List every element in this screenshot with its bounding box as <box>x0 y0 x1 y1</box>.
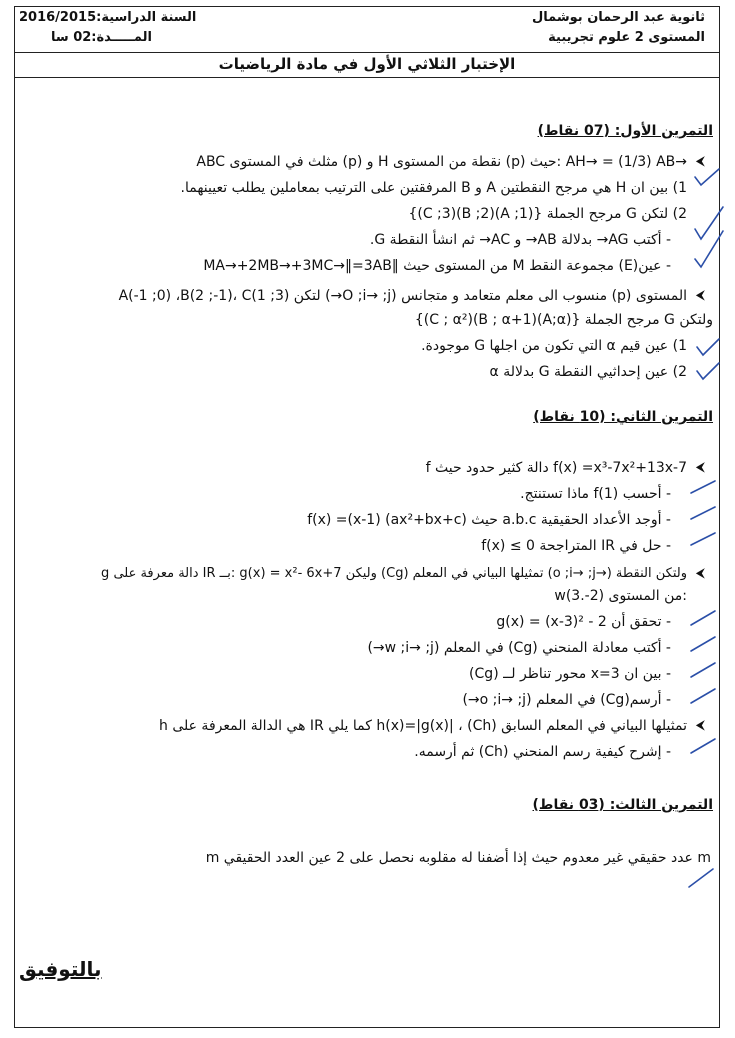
ex2-question-verify: - تحقق أن g(x) = (x-3)² - 2 <box>496 614 671 630</box>
ex3-statement: m عدد حقيقي غير معدوم حيث إذا أضفنا له مقلوبه نحصل على 2 عين العدد الحقيقي m <box>205 850 711 866</box>
check-mark-icon <box>689 869 713 887</box>
ex2-h-definition: h هي الدالة المعرفة على IR كما يلي h(x)=|g(x)| ، (Ch) تمثيلها البياني في المعلم السابق <box>159 718 687 734</box>
ex1-part2-question-1: 1) عين قيم α التي تكون من اجلها G موجودة. <box>421 338 687 354</box>
ex2-g-definition: g دالة معرفة على IR بــ: g(x) = x²- 6x+7 وليكن (Cg) تمثيلها البياني في المعلم (o ;i→ ;j→) ولتكن النقطة <box>101 566 687 581</box>
ex2-question-inequality: - حل في IR المتراجحة f(x) ≤ 0 <box>481 538 671 554</box>
check-mark-icon <box>691 637 715 651</box>
bullet-arrow-icon: ⮜ <box>695 154 705 169</box>
ex1-part2-statement: المستوى (p) منسوب الى معلم متعامد و متجانس (O ;i→ ;j→) لتكن A(-1 ;0) ،B(2 ;-1)، C(1 ;3) <box>118 288 687 304</box>
check-mark-icon <box>697 363 719 379</box>
header-divider <box>15 52 719 53</box>
ex1-part2-question-2: 2) عين إحداثيي النقطة G بدلالة α <box>489 364 687 380</box>
exercise-2-title: التمرين الثاني: (10 نقاط) <box>533 409 713 425</box>
check-mark-icon <box>691 611 715 625</box>
check-mark-icon <box>691 533 715 545</box>
bullet-arrow-icon: ⮜ <box>695 460 705 475</box>
title-divider <box>15 77 719 78</box>
bullet-arrow-icon: ⮜ <box>695 718 705 733</box>
school-year: السنة الدراسية:2016/2015 <box>19 10 197 25</box>
ex1-question-2: 2) لتكن G مرجح الجملة {(A ;1)(B ;2)(C ;3)} <box>408 206 687 222</box>
ex2-f-definition: f دالة كثير حدود حيث f(x) =x³-7x²+13x-7 <box>425 460 687 476</box>
ex1-question-2b: - عين(E) مجموعة النقط M من المستوى حيث ‖MA→+2MB→+3MC→‖=3AB <box>203 258 671 274</box>
exercise-1-title: التمرين الأول: (07 نقاط) <box>537 123 713 139</box>
exam-title: الإختبار الثلاثي الأول في مادة الرياضيات <box>218 55 516 73</box>
ex1-statement: ABC مثلث في المستوى (p) و H نقطة من المستوى (p) حيث: AH→ = (1/3) AB→ <box>196 154 687 170</box>
bullet-arrow-icon: ⮜ <box>695 566 705 581</box>
ex1-question-1: 1) بين ان H هي مرجح النقطتين A و B المرفقتين على الترتيب بمعاملين يطلب تعيينهما. <box>180 180 687 196</box>
check-mark-icon <box>697 339 719 355</box>
closing-good-luck: بالتوفيق <box>19 957 102 981</box>
ex2-question-symmetry: - بين ان x=3 محور تناظر لــ (Cg) <box>469 666 671 682</box>
school-name: ثانوية عبد الرحمان بوشمال <box>531 10 705 25</box>
exam-page <box>14 6 720 1028</box>
check-mark-icon <box>691 507 715 519</box>
correction-marks-ex2 <box>685 457 725 767</box>
check-mark-icon <box>695 169 719 185</box>
ex1-question-2a: - أكتب AG→ بدلالة AB→ و AC→ ثم انشأ النقطة G. <box>369 232 671 248</box>
correction-marks-ex1 <box>689 167 729 397</box>
bullet-arrow-icon: ⮜ <box>695 288 705 303</box>
ex2-question-equation: - أكتب معادلة المنحني (Cg) في المعلم (w ;i→ ;j→) <box>367 640 671 656</box>
ex2-question-abc: - أوجد الأعداد الحقيقية a.b.c حيث f(x) =(x-1) (ax²+bx+c) <box>307 512 671 528</box>
ex2-question-f1: - أحسب f(1) ماذا تستنتج. <box>520 486 671 502</box>
check-mark-icon <box>691 663 715 677</box>
ex1-part2-system: ولتكن G مرجح الجملة {(A;α)(B ; α+1)(C ; α²)} <box>414 312 713 328</box>
check-mark-icon <box>695 207 723 239</box>
check-mark-icon <box>691 689 715 703</box>
ex2-question-draw-cg: - أرسم(Cg) في المعلم (o ;i→ ;j→) <box>462 692 671 708</box>
check-mark-icon <box>691 739 715 753</box>
ex2-point-w: w(3.-2) من المستوى: <box>554 588 687 604</box>
exam-duration: المـــــدة:02 سا <box>51 30 152 45</box>
check-mark-icon <box>691 481 715 493</box>
exercise-3-title: التمرين الثالث: (03 نقاط) <box>532 797 713 813</box>
class-level: المستوى 2 علوم تجريبية <box>548 30 705 45</box>
ex2-question-draw-ch: - إشرح كيفية رسم المنحني (Ch) ثم أرسمه. <box>414 744 671 760</box>
correction-mark-ex3 <box>683 857 723 891</box>
